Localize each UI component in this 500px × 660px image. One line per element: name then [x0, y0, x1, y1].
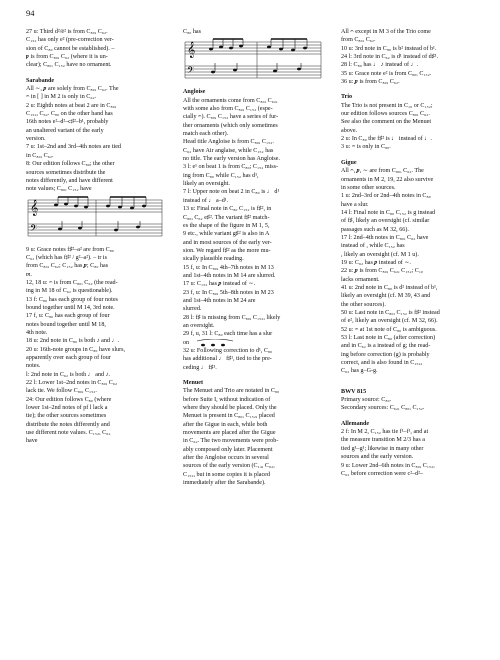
text-line: 52 u: 𝄐 at 1st note of C₈₀ is ambiguous.	[341, 326, 437, 333]
text-line: 17 f, u: C₈₀ has each group of four	[26, 313, 110, 320]
text-line: 2 f: In M 2, C₁₅₂ has tie f¹–f¹, and at	[341, 429, 429, 436]
text-line: 27 u: Third d²/ē² is from C₈₀, C₆₂.	[26, 29, 108, 35]
text-line: 24: Our edition follows C₈₀ (where	[26, 396, 112, 403]
text-line: on	[183, 339, 190, 346]
text-line: 32 u: Following correction to d¹, C₈₀	[183, 348, 273, 354]
text-line: C₆₂ has g–G-g.	[341, 368, 378, 375]
text-line: 9 u: Grace notes f♯²–a² are from C₈₀	[26, 246, 114, 253]
text-line: All ∼, 𝆏 are solely from C₈₀, C₆₂. The	[26, 86, 119, 93]
text-line: distribute the notes differently and	[26, 421, 110, 428]
text-line: after the Gigue in each, while both	[183, 421, 268, 428]
text-line: 9 etc., while variant g♯² is also in A	[183, 231, 270, 238]
text-line: tie); the other sources sometimes	[26, 413, 107, 420]
text-line: an unaltered variant of the early	[26, 127, 104, 134]
text-line: l: 2nd note in C₆₂ is both ♩ and ♪.	[26, 371, 111, 378]
text-line: cially 𝄐). C₈₀, C₁₅₂ have a series of fur-	[183, 114, 279, 121]
text-line: 17 u: C₁₅₂ has 𝆏 instead of ∼.	[183, 281, 256, 288]
text-line: the other sources).	[341, 301, 386, 308]
text-line: slurred.	[183, 306, 202, 313]
text-line: 13 f: C₈₀ has each group of four notes	[26, 296, 118, 303]
text-line: 29 f, u, 31 l: C₈₀ each time has a slur	[183, 331, 273, 338]
text-line: 1 u: 2nd–3rd or 2nd–4th notes in C₈₀	[341, 193, 431, 200]
text-line: 7 l: Upper note on beat 2 in C₈₀ is ♩ d¹	[183, 189, 280, 196]
text-line: Secondary sources: C₆₂, C₈₀, C₁₅₂.	[341, 405, 425, 412]
text-line: apparently over each group of four	[26, 355, 111, 361]
text-line: in C₈₀, C₆₂.	[26, 152, 54, 159]
text-line: ably composed only later. Placement	[183, 446, 273, 453]
text-line: 𝆐.	[26, 271, 32, 278]
text-line: es the shape of the figure in M 1, 5,	[183, 222, 270, 229]
text-line: See also the comment on the Menuet	[341, 119, 432, 126]
text-line: 17 l: 2nd–4th notes in C₈₀, C₆₂ have	[341, 234, 429, 241]
text-line: 53 l: Last note in C₈₀ (after correction)	[341, 335, 436, 342]
text-line: use different note values. C₁₅₂, C₆₂	[26, 430, 111, 437]
text-line: after the Angloise occurs in several	[183, 455, 269, 462]
text-line: 𝆏 is from C₈₀, C₆₂ (where it is un-	[26, 54, 108, 61]
text-line: 15 f, u: In C₈₀, 4th–7th notes in M 13	[183, 264, 274, 271]
text-line: C₁₅₂, C₆₂. C₈₀ on the other hand has	[26, 111, 113, 118]
text-line: 9 u: Lower 2nd–6th notes in C₈₀, C₁₅₂,	[341, 462, 435, 469]
text-line: 10 u: 3rd note in C₈₀ is b² instead of b¹.	[341, 45, 437, 52]
text-line: All 𝄐 except in M 3 of the Trio come	[341, 29, 431, 35]
heading-trio: Trio	[341, 94, 353, 101]
text-line: lower 1st–2nd notes of pf l lack a	[26, 405, 108, 412]
column-right	[341, 28, 485, 478]
text-line: 19 u: C₆₂ has 𝆏 instead of ∼.	[341, 259, 411, 266]
text-line: Primary source: C₈₀.	[341, 397, 392, 404]
text-line: in C₆₂. The two movements were prob-	[183, 438, 279, 445]
music-example-sarabande	[26, 196, 169, 244]
text-line: 7 u: 1st–2nd and 3rd–4th notes are tied	[26, 144, 121, 151]
text-line: sources sometimes distribute the	[26, 169, 106, 176]
text-line: correct, and is also found in C₁₅₂,	[341, 360, 423, 367]
text-line: likely an oversight.	[183, 181, 230, 188]
text-line: C₆₂ before correction were c²–d²–	[341, 470, 424, 477]
text-line: ing in M 18 of C₆₂ is questionable).	[26, 288, 113, 295]
text-line: 41 u: 2nd note in C₈₀ is d² instead of b¹,	[341, 284, 438, 291]
text-line: the measure transition M 2/3 has a	[341, 437, 425, 444]
paragraph-gigue	[341, 167, 485, 376]
text-line: 𝄐 in [ ] in M 2 is only in C₆₂.	[26, 94, 97, 101]
text-line: an oversight.	[183, 322, 215, 329]
text-line: ing from C₈₀ while C₁₅₂ has d¹,	[183, 172, 259, 179]
text-line: of e², likely an oversight (cf. M 32, 66).	[341, 318, 438, 325]
paragraph-sources	[341, 396, 485, 413]
text-line: 16th notes e²–d²–c♯²–b¹, probably	[26, 119, 109, 126]
text-line: sically plausible reading.	[183, 256, 244, 263]
text-line: and 1st–4th notes in M 24 are	[183, 297, 256, 304]
text-line: likely an oversight (cf. M 39, 43 and	[341, 293, 431, 300]
text-line: above.	[341, 127, 358, 134]
page-number: 94	[26, 8, 35, 18]
text-line: note values; C₈₀, C₁₅₂ have	[26, 186, 92, 193]
text-line: 22 u: 𝆏 is from C₈₀, C₆₂, C₁₅₂; C₁₀	[341, 268, 424, 275]
heading-gigue: Gigue	[341, 159, 357, 166]
text-line: 28 l: C₈₀ has ♩ ♪ instead of ♩.	[341, 62, 419, 69]
text-line: ceding ♩ f♯¹.	[183, 364, 217, 371]
paragraph-angloise-32	[183, 347, 329, 372]
text-line: 22 l: Lower 1st–2nd notes in C₈₀, C₆₂	[26, 380, 118, 387]
text-line: with some also from C₈₀, C₁₅₂ (espe-	[183, 106, 273, 113]
text-line: 8: Our edition follows C₈₀; the other	[26, 161, 115, 168]
paragraph-angloise	[183, 97, 329, 347]
text-line: and 1st–4th notes in M 14 are slurred.	[183, 272, 276, 279]
text-line: of f♯, likely an oversight (cf. similar	[341, 218, 430, 225]
text-line: no title. The early version has Angloise.	[183, 156, 281, 163]
text-line: Head title Angloise is from C₈₀, C₁₅₂.	[183, 139, 274, 146]
text-line: in some other sources.	[341, 184, 396, 191]
text-line: notes bound together until M 18,	[26, 321, 106, 328]
heading-angloise: Angloise	[183, 89, 206, 96]
text-line: version.	[26, 136, 46, 143]
text-line: ornaments in M 2, 19, 22 also survive	[341, 176, 434, 183]
text-line: 36 u: 𝆏 is from C₈₀, C₆₂.	[341, 79, 400, 86]
text-line: ther ornaments (which only sometimes	[183, 122, 278, 129]
paragraph-sarabande-continued	[26, 246, 169, 446]
text-line: C₈₀, C₆₂ e♯². The variant f♯² match-	[183, 214, 270, 221]
text-line: sion. We regard f♯² as the more mu-	[183, 247, 271, 254]
text-line: lacks ornament.	[341, 276, 380, 283]
text-line: 2 u: Eighth notes at beat 2 are in C₈₀,	[26, 102, 117, 109]
column-left	[26, 28, 169, 446]
text-line: 2 u: In C₈₀ the f♯² is ♩ instead of ♩.	[341, 136, 432, 143]
text-line: from C₈₀, C₆₂.	[341, 37, 376, 44]
text-line: lack tie. We follow C₈₀, C₁₅₂.	[26, 388, 97, 395]
text-line: instead of ♩ a–d¹.	[183, 197, 229, 204]
text-line: 20 u: 16th-note groups in C₈₀ have slurs,	[26, 346, 126, 353]
text-line: movements are placed after the Gigue	[183, 430, 276, 437]
inline-music-slur	[195, 339, 235, 347]
text-line: 35 u: Grace note e² is from C₈₀, C₁₅₂.	[341, 70, 432, 77]
text-line: passages such as M 32, 66).	[341, 226, 409, 233]
text-line: Menuet is present in C₈₀, C₁₅₂, placed	[183, 413, 275, 420]
paragraph-sarabande	[26, 85, 169, 193]
text-line: our edition follows sources C₈₀, C₆₂.	[341, 111, 430, 118]
paragraph-allemande	[341, 428, 485, 478]
text-line: tied g¹–g¹; likewise in many other	[341, 445, 424, 452]
text-line: and in most sources of the early ver-	[183, 239, 272, 246]
text-line: All 𝄐, 𝆏, ∼ are from C₈₀, C₆₂. The	[341, 168, 424, 175]
text-line: 3 u: 𝄐 is only in C₈₀.	[341, 144, 391, 151]
text-line: 23 f, u: In C₈₀, 5th–8th notes in M 23	[183, 289, 274, 296]
text-line: C₁₅₂, but in some copies it is placed	[183, 471, 270, 478]
text-line: C₈₀ has	[183, 29, 201, 35]
text-line: C₁₅₂ has only e² (pre-correction ver-	[26, 37, 114, 44]
heading-sarabande: Sarabande	[26, 77, 55, 84]
text-line: 28 l: f♯ is missing from C₈₀, C₁₅₂, likely	[183, 314, 281, 321]
text-line: 50 u: Last note in C₈₀, C₁₅₂ is f♯² instead	[341, 310, 440, 316]
paragraph-note-27	[26, 28, 169, 70]
text-line: where they should be placed. Only the	[183, 405, 277, 412]
text-line: sion of C₈₀ cannot be established). –	[26, 45, 115, 52]
svg-text:𝄞: 𝄞	[187, 42, 196, 59]
paragraph-menuet-notes	[341, 28, 485, 86]
column-middle	[183, 28, 329, 488]
text-line: from C₈₀, C₆₂; C₁₅₂ has 𝆏; C₈₀ has	[26, 263, 109, 270]
text-line: clear); C₈₀, C₁₅₂ have no ornament.	[26, 62, 112, 69]
heading-menuet: Menuet	[183, 380, 203, 387]
text-line: 4th note.	[26, 329, 48, 336]
svg-text:𝄞: 𝄞	[30, 199, 39, 216]
text-line: have a slur.	[341, 201, 369, 208]
text-line: bound together until M 14, 3rd note.	[26, 304, 115, 311]
heading-allemande: Allemande	[341, 420, 370, 427]
text-line: 3 l: e¹ on beat 1 is from C₈₀; C₁₅₂ miss-	[183, 164, 279, 171]
text-line: The Trio is not present in C₁₀ or C₁₅₂;	[341, 102, 433, 109]
text-line: match each other).	[183, 131, 229, 138]
text-line: C₆₂ (which has f♯² / g²–a²). – tr is	[26, 254, 107, 261]
text-line: and in C₆₂ is a instead of g; the read-	[341, 343, 431, 350]
svg-text:𝄢: 𝄢	[187, 65, 195, 79]
text-line: notes differently, and have different	[26, 177, 113, 184]
text-line: have	[26, 438, 38, 445]
text-line: has additional ♩ f♯¹, tied to the pre-	[183, 356, 272, 363]
text-line: , likely an oversight (cf. M 1 u).	[341, 251, 419, 258]
text-line: All the ornaments come from C₈₀, C₆₂,	[183, 97, 278, 104]
svg-text:𝄢: 𝄢	[30, 222, 38, 236]
text-line: sources of the early version (C₁₄, C₆₂,	[183, 463, 275, 470]
text-line: 13 u: Final note in C₈₀ C₁₅₂ is f♯², in	[183, 206, 272, 213]
text-line: The Menuet and Trio are notated in C₈₀	[183, 388, 280, 395]
text-line: before Suite I, without indication of	[183, 396, 271, 403]
music-example-c80	[183, 38, 329, 86]
text-line: C₆₂ have Air anglaise, while C₁₅₂ has	[183, 147, 274, 154]
text-line: 18 u: 2nd note in C₈₀ is both ♪ and ♩.	[26, 338, 120, 345]
text-line: immediately after the Sarabande).	[183, 480, 266, 487]
text-line: notes.	[26, 363, 41, 370]
text-line: ing before correction (g) is probably	[341, 351, 430, 358]
text-line: sources and the early version.	[341, 454, 414, 461]
text-line: 24 l: 3rd note in C₆₂ is d¹ instead of d♯¹.	[341, 54, 439, 61]
text-line: instead of , while C₁₅₂ has	[341, 243, 405, 250]
paragraph-menuet	[183, 387, 329, 487]
text-line: 14 l: Final note in C₈₀ C₁₅₂ is g instead	[341, 209, 436, 216]
text-line: 12, 18 u: 𝄐 is from C₈₀, C₆₂ (the read-	[26, 279, 118, 286]
heading-bwv-815: BWV 815	[341, 388, 367, 395]
paragraph-trio	[341, 102, 485, 152]
